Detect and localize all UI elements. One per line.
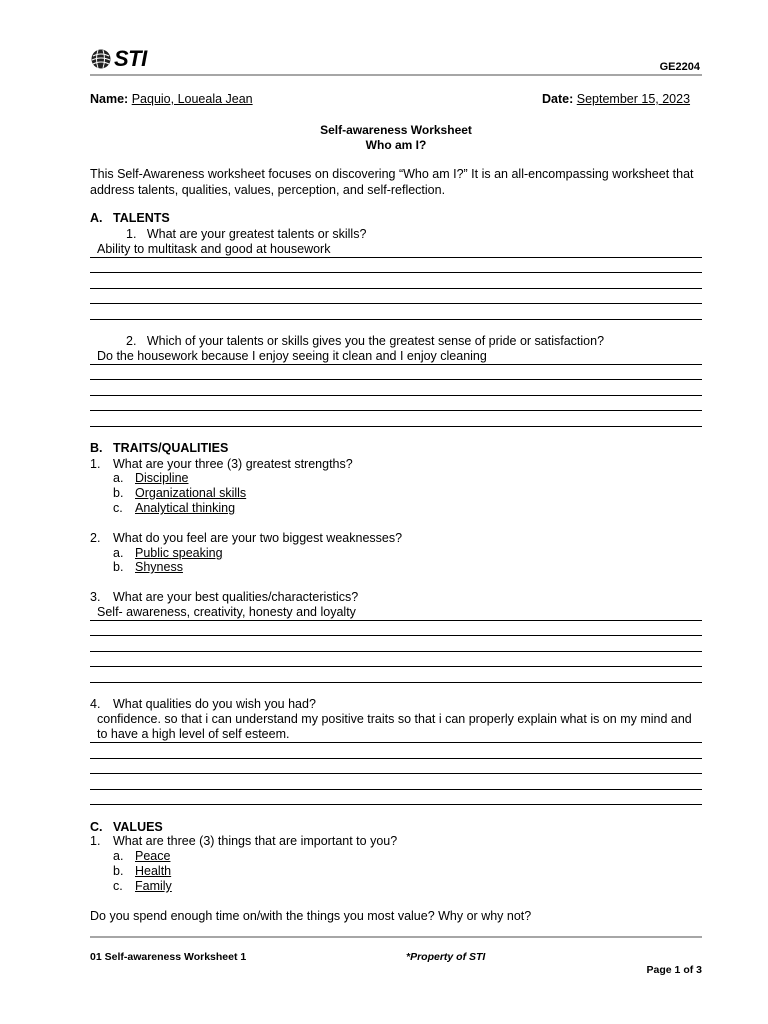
section-traits-heading xyxy=(90,441,228,455)
answer-line xyxy=(90,758,702,759)
footer-divider xyxy=(90,936,702,938)
answer-line xyxy=(90,272,702,273)
section-values-heading xyxy=(90,820,163,834)
section-letter: C. xyxy=(90,820,103,834)
question-text: What qualities do you wish you had? xyxy=(113,697,316,711)
traits-answer-4-line-1: confidence. so that i can understand my positive traits so that i can properly explain what is on my mind and xyxy=(97,712,692,726)
talents-question-2 xyxy=(126,334,604,348)
question-number: 1. xyxy=(90,834,101,848)
intro-paragraph: This Self-Awareness worksheet focuses on discovering “Who am I?” It is an all-encompassing worksheet that address talents, qualities, values, perception, and self-reflection. xyxy=(90,167,694,197)
question-text: What are your three (3) greatest strengths? xyxy=(113,457,353,471)
answer-line xyxy=(90,303,702,304)
answer-line xyxy=(90,635,702,636)
answer-line xyxy=(90,804,702,805)
value-item: b. Health xyxy=(113,864,172,878)
section-title: VALUES xyxy=(113,820,163,834)
answer-line xyxy=(90,319,702,320)
answer-line xyxy=(90,742,702,743)
question-text: What are your greatest talents or skills? xyxy=(146,227,367,241)
strength-item: b. Organizational skills xyxy=(113,486,247,500)
footer-doc-name: 01 Self-awareness Worksheet 1 xyxy=(90,951,247,963)
logo-text: STI xyxy=(114,46,147,71)
answer-line xyxy=(90,682,702,683)
section-talents-heading xyxy=(90,211,170,225)
answer-line xyxy=(90,410,702,411)
question-number: 1. xyxy=(126,227,137,241)
values-question-2: Do you spend enough time on/with the things you most value? Why or why not? xyxy=(90,909,532,923)
answer-line xyxy=(90,288,702,289)
answer-line xyxy=(90,379,702,380)
talents-answer-1: Ability to multitask and good at housework xyxy=(97,242,331,256)
traits-question-1 xyxy=(90,457,353,471)
question-text: What are your best qualities/characteristics? xyxy=(113,590,359,604)
name-value: Paquio, Loueala Jean xyxy=(131,92,253,106)
question-number: 1. xyxy=(90,457,101,471)
talents-answer-2: Do the housework because I enjoy seeing it clean and I enjoy cleaning xyxy=(97,349,487,363)
date-row xyxy=(542,92,690,106)
answer-line xyxy=(90,364,702,365)
question-number: 4. xyxy=(90,697,101,711)
traits-question-3 xyxy=(90,590,358,604)
section-title: TRAITS/QUALITIES xyxy=(113,441,229,455)
question-number: 2. xyxy=(126,334,137,348)
traits-answer-3: Self- awareness, creativity, honesty and loyalty xyxy=(97,605,356,619)
question-text: What are three (3) things that are important to you? xyxy=(113,834,398,848)
section-letter: A. xyxy=(90,211,103,225)
header-divider xyxy=(90,74,702,76)
answer-line xyxy=(90,620,702,621)
worksheet-subtitle: Who am I? xyxy=(365,138,427,152)
weakness-item: b. Shyness xyxy=(113,560,183,574)
value-item: a. Peace xyxy=(113,849,171,863)
footer-property: *Property of STI xyxy=(406,951,486,963)
strength-item: a. Discipline xyxy=(113,471,189,485)
weakness-item: a. Public speaking xyxy=(113,546,223,560)
answer-line xyxy=(90,651,702,652)
traits-answer-4-line-2: to have a high level of self esteem. xyxy=(97,727,290,741)
question-text: What do you feel are your two biggest weaknesses? xyxy=(113,531,403,545)
date-label: Date: xyxy=(542,92,574,106)
values-question-1 xyxy=(90,834,397,848)
question-text: Which of your talents or skills gives you the greatest sense of pride or satisfaction? xyxy=(146,334,605,348)
question-number: 3. xyxy=(90,590,101,604)
traits-question-2 xyxy=(90,531,402,545)
section-letter: B. xyxy=(90,441,103,455)
page-number: Page 1 of 3 xyxy=(646,964,702,976)
value-item: c. Family xyxy=(113,879,172,893)
date-value: September 15, 2023 xyxy=(576,92,691,106)
answer-line xyxy=(90,789,702,790)
talents-question-1 xyxy=(126,227,366,241)
answer-line xyxy=(90,395,702,396)
name-row xyxy=(90,92,253,106)
answer-line xyxy=(90,426,702,427)
question-number: 2. xyxy=(90,531,101,545)
answer-line xyxy=(90,257,702,258)
answer-line xyxy=(90,773,702,774)
course-code: GE2204 xyxy=(659,61,700,73)
sti-logo xyxy=(90,46,147,72)
worksheet-title: Self-awareness Worksheet xyxy=(320,123,472,137)
traits-question-4 xyxy=(90,697,316,711)
strength-item: c. Analytical thinking xyxy=(113,501,236,515)
name-label: Name: xyxy=(90,92,129,106)
globe-icon xyxy=(90,48,112,70)
section-title: TALENTS xyxy=(113,211,170,225)
answer-line xyxy=(90,666,702,667)
